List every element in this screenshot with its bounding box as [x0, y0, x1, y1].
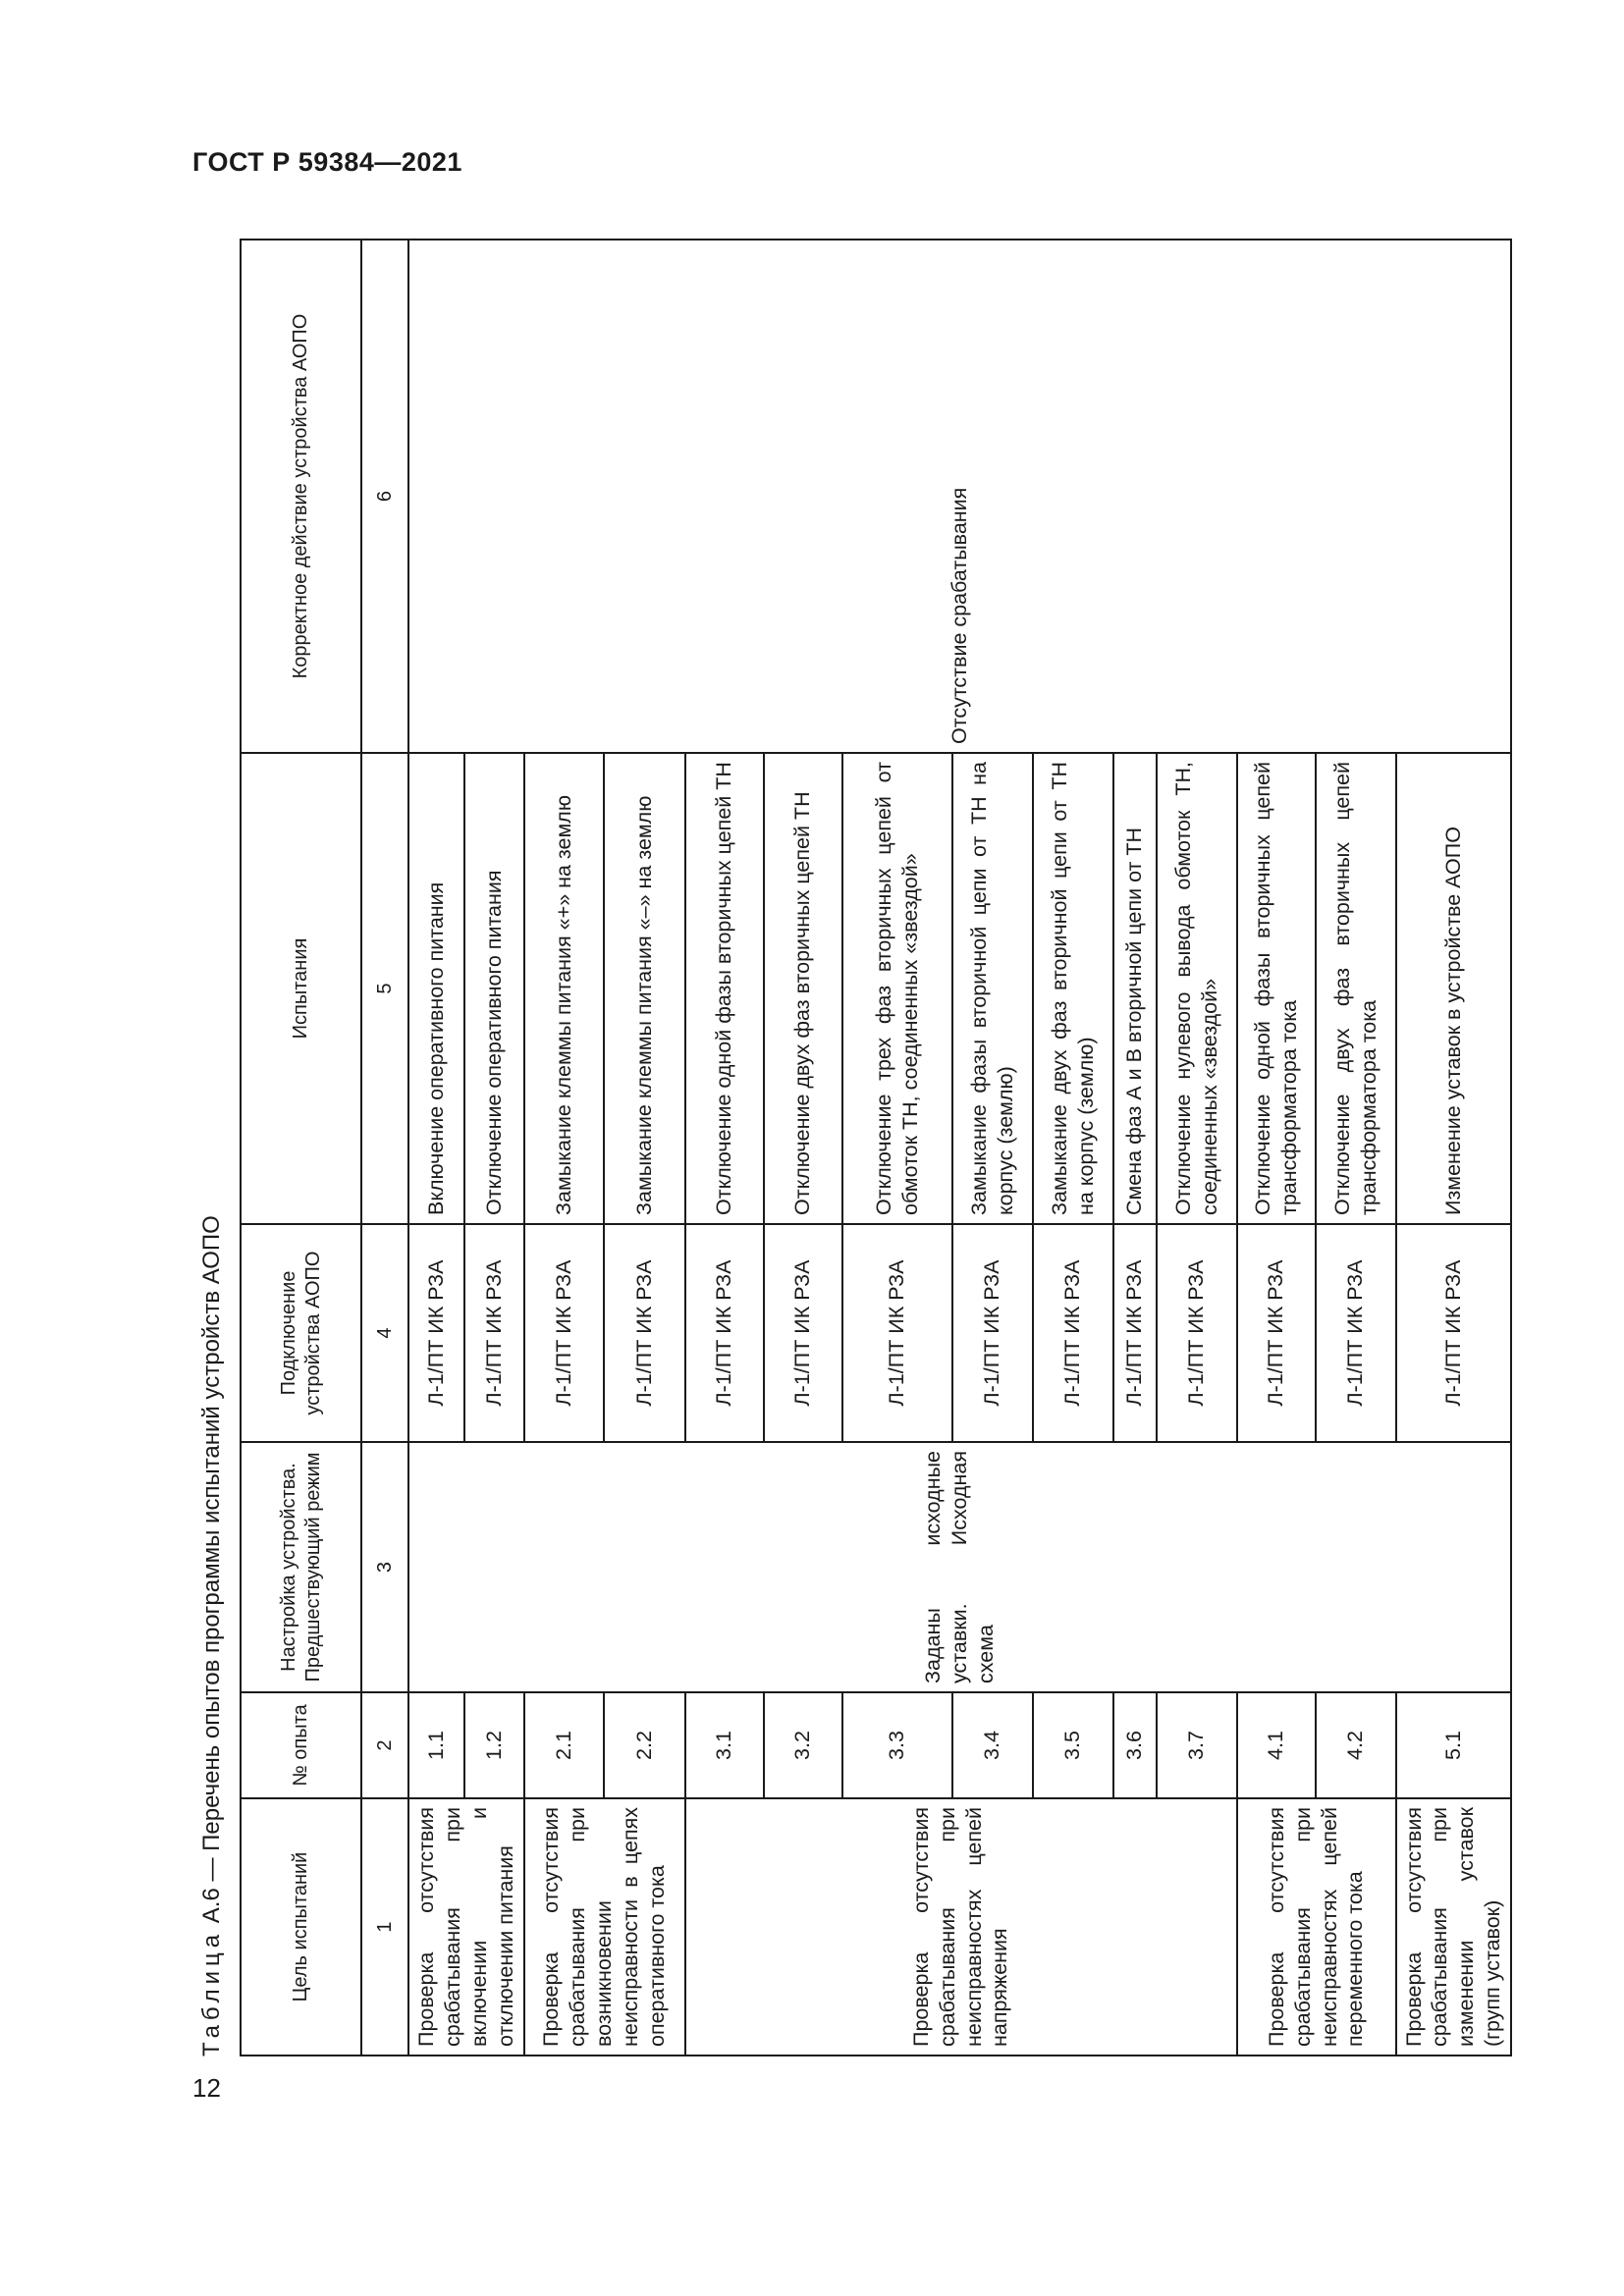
- column-number: 2: [361, 1692, 408, 1798]
- test-number: 3.7: [1157, 1692, 1237, 1798]
- purpose-cell: Проверка отсутствия срабатывания при неисправностях цепей напряжения: [685, 1798, 1237, 2056]
- connection-cell: Л-1/ПТ ИК РЗА: [604, 1224, 685, 1442]
- header-purpose: Цель испытаний: [241, 1798, 361, 2056]
- test-description: Замыкание клеммы питания «+» на землю: [524, 753, 604, 1224]
- purpose-cell: Проверка отсутствия срабатывания при возникновении неисправности в цепях оперативного тока: [524, 1798, 685, 2056]
- test-number: 2.1: [524, 1692, 604, 1798]
- test-number: 3.4: [952, 1692, 1033, 1798]
- page-number: 12: [192, 2073, 221, 2103]
- purpose-cell: Проверка отсутствия срабатывания при включении и отключении питания: [408, 1798, 524, 2056]
- table-caption-prefix: Таблица: [198, 1929, 225, 2056]
- column-number: 6: [361, 240, 408, 753]
- connection-cell: Л-1/ПТ ИК РЗА: [1113, 1224, 1157, 1442]
- test-description: Отключение одной фазы вторичных цепей ТН: [685, 753, 764, 1224]
- connection-cell: Л-1/ПТ ИК РЗА: [764, 1224, 842, 1442]
- test-description: Отключение трех фаз вторичных цепей от обмоток ТН, соединенных «звездой»: [842, 753, 952, 1224]
- connection-cell: Л-1/ПТ ИК РЗА: [1316, 1224, 1396, 1442]
- column-number: 5: [361, 753, 408, 1224]
- test-description: Смена фаз А и В вторичной цепи от ТН: [1113, 753, 1157, 1224]
- test-number: 5.1: [1396, 1692, 1512, 1798]
- test-description: Включение оперативного питания: [408, 753, 464, 1224]
- purpose-cell: Проверка отсутствия срабатывания при неисправностях цепей переменного тока: [1237, 1798, 1396, 2056]
- setup-cell: Заданы исходные уставки. Исходная схема: [408, 1442, 1511, 1692]
- column-number: 1: [361, 1798, 408, 2056]
- connection-cell: Л-1/ПТ ИК РЗА: [1033, 1224, 1113, 1442]
- header-tests: Испытания: [241, 753, 361, 1224]
- connection-cell: Л-1/ПТ ИК РЗА: [524, 1224, 604, 1442]
- test-number: 3.3: [842, 1692, 952, 1798]
- rotated-table-block: [192, 240, 1601, 2056]
- connection-cell: Л-1/ПТ ИК РЗА: [1396, 1224, 1512, 1442]
- table-caption-text: А.6 — Перечень опытов программы испытаний устройств АОПО: [198, 1215, 225, 1930]
- connection-cell: Л-1/ПТ ИК РЗА: [952, 1224, 1033, 1442]
- result-cell: Отсутствие срабатывания: [408, 240, 1511, 753]
- connection-cell: Л-1/ПТ ИК РЗА: [408, 1224, 464, 1442]
- test-description: Замыкание фазы вторичной цепи от ТН на корпус (землю): [952, 753, 1033, 1224]
- standard-code: ГОСТ Р 59384—2021: [192, 147, 462, 177]
- column-number: 4: [361, 1224, 408, 1442]
- test-description: Отключение оперативного питания: [464, 753, 523, 1224]
- table-row: [408, 240, 464, 2056]
- test-number: 4.1: [1237, 1692, 1316, 1798]
- test-number: 3.1: [685, 1692, 764, 1798]
- test-description: Отключение двух фаз вторичных цепей ТН: [764, 753, 842, 1224]
- test-number: 2.2: [604, 1692, 685, 1798]
- tests-table: [240, 239, 1512, 2056]
- test-number: 3.5: [1033, 1692, 1113, 1798]
- header-setup: Настройка устройства. Предшествующий режим: [241, 1442, 361, 1692]
- column-number: 3: [361, 1442, 408, 1692]
- connection-cell: Л-1/ПТ ИК РЗА: [685, 1224, 764, 1442]
- test-description: Отключение двух фаз вторичных цепей трансформатора тока: [1316, 753, 1396, 1224]
- header-test-number: № опыта: [241, 1692, 361, 1798]
- header-result: Корректное действие устройства АОПО: [241, 240, 361, 753]
- test-description: Отключение нулевого вывода обмоток ТН, соединенных «звездой»: [1157, 753, 1237, 1224]
- table-caption: [198, 1215, 226, 2056]
- connection-cell: Л-1/ПТ ИК РЗА: [1157, 1224, 1237, 1442]
- test-number: 3.6: [1113, 1692, 1157, 1798]
- test-number: 1.2: [464, 1692, 523, 1798]
- test-description: Замыкание клеммы питания «–» на землю: [604, 753, 685, 1224]
- connection-cell: Л-1/ПТ ИК РЗА: [842, 1224, 952, 1442]
- test-description: Изменение уставок в устройстве АОПО: [1396, 753, 1512, 1224]
- header-connection: Подключение устройства АОПО: [241, 1224, 361, 1442]
- connection-cell: Л-1/ПТ ИК РЗА: [1237, 1224, 1316, 1442]
- column-numbers-row: [361, 240, 408, 2056]
- purpose-cell: Проверка отсутствия срабатывания при изменении уставок (групп уставок): [1396, 1798, 1512, 2056]
- test-number: 3.2: [764, 1692, 842, 1798]
- test-description: Отключение одной фазы вторичных цепей трансформатора тока: [1237, 753, 1316, 1224]
- test-number: 4.2: [1316, 1692, 1396, 1798]
- test-description: Замыкание двух фаз вторичной цепи от ТН на корпус (землю): [1033, 753, 1113, 1224]
- connection-cell: Л-1/ПТ ИК РЗА: [464, 1224, 523, 1442]
- header-row: [241, 240, 361, 2056]
- test-number: 1.1: [408, 1692, 464, 1798]
